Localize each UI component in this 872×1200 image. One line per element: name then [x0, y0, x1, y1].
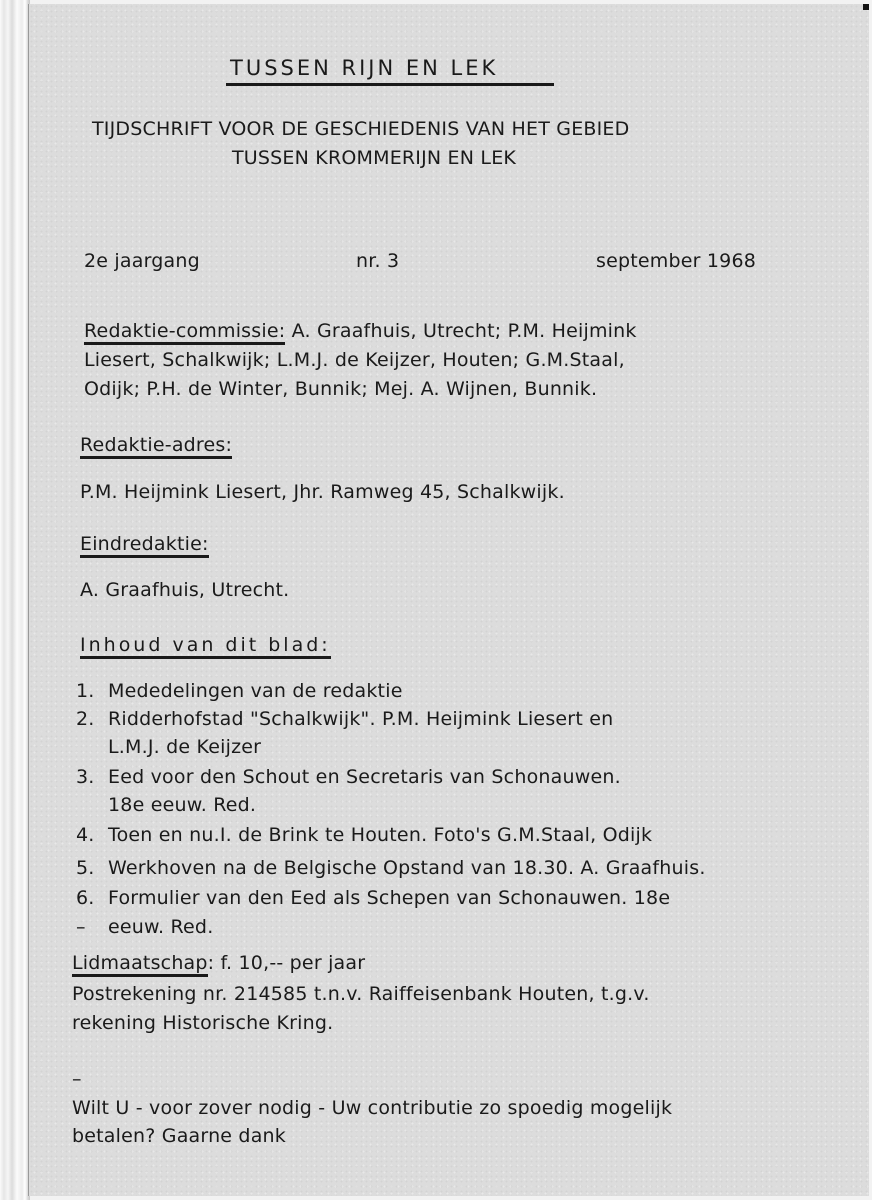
contents-item: 1. Mededelingen van de redaktie [76, 680, 403, 702]
editorial-address-value: P.M. Heijmink Liesert, Jhr. Ramweg 45, Schalkwijk. [80, 481, 565, 503]
membership-label: Lidmaatschap [72, 952, 208, 977]
editorial-committee-line2: Liesert, Schalkwijk; L.M.J. de Keijzer, Houten; G.M.Staal, [84, 349, 625, 371]
contents-heading [80, 634, 331, 659]
editorial-committee-line1 [84, 320, 637, 345]
stray-dash: – [76, 916, 86, 938]
payment-request-line2: betalen? Gaarne dank [72, 1125, 286, 1147]
membership-line [72, 952, 365, 977]
editorial-committee-text1: A. Graafhuis, Utrecht; P.M. Heijmink [285, 320, 637, 342]
journal-subtitle-line2: TUSSEN KROMMERIJN EN LEK [232, 147, 517, 169]
contents-item-continuation: – eeuw. Red. [76, 916, 214, 938]
contents-item-continuation: L.M.J. de Keijzer [108, 736, 262, 758]
contents-item: 6. Formulier van den Eed als Schepen van Schonauwen. 18e [76, 887, 671, 909]
payment-request-line1: Wilt U - voor zover nodig - Uw contributie zo spoedig mogelijk [72, 1097, 673, 1119]
final-editor-heading [80, 533, 209, 558]
contents-label: Inhoud van dit blad: [80, 634, 331, 659]
contents-item: 5. Werkhoven na de Belgische Opstand van 18.30. A. Graafhuis. [76, 857, 706, 879]
editorial-address-heading [80, 434, 232, 459]
final-editor-value: A. Graafhuis, Utrecht. [80, 579, 290, 601]
membership-fee: : f. 10,-- per jaar [207, 952, 366, 974]
editorial-committee-line3: Odijk; P.H. de Winter, Bunnik; Mej. A. Wijnen, Bunnik. [84, 378, 598, 400]
volume: 2e jaargang [84, 250, 200, 272]
page-stack-edge [0, 0, 30, 1200]
contents-item-continuation: 18e eeuw. Red. [108, 794, 257, 816]
issue-date: september 1968 [596, 250, 757, 272]
contents-item: 2. Ridderhofstad "Schalkwijk". P.M. Heijmink Liesert en [76, 708, 614, 730]
editorial-address-label: Redaktie-adres: [80, 434, 232, 459]
editorial-committee-label: Redaktie-commissie: [84, 320, 285, 345]
contents-item: 3. Eed voor den Schout en Secretaris van Schonauwen. [76, 766, 621, 788]
scan-corner-mark [863, 4, 869, 10]
journal-subtitle-line1: TIJDSCHRIFT VOOR DE GESCHIEDENIS VAN HET GEBIED [92, 118, 630, 140]
final-editor-label: Eindredaktie: [80, 533, 209, 558]
account-line1: Postrekening nr. 214585 t.n.v. Raiffeisenbank Houten, t.g.v. [72, 983, 650, 1005]
account-line2: rekening Historische Kring. [72, 1012, 334, 1034]
issue-number: nr. 3 [356, 250, 400, 272]
footer-stray-dash: – [72, 1068, 82, 1090]
journal-title: TUSSEN RIJN EN LEK [230, 56, 499, 80]
contents-item: 4. Toen en nu.I. de Brink te Houten. Foto's G.M.Staal, Odijk [76, 824, 653, 846]
title-underline [226, 83, 554, 86]
